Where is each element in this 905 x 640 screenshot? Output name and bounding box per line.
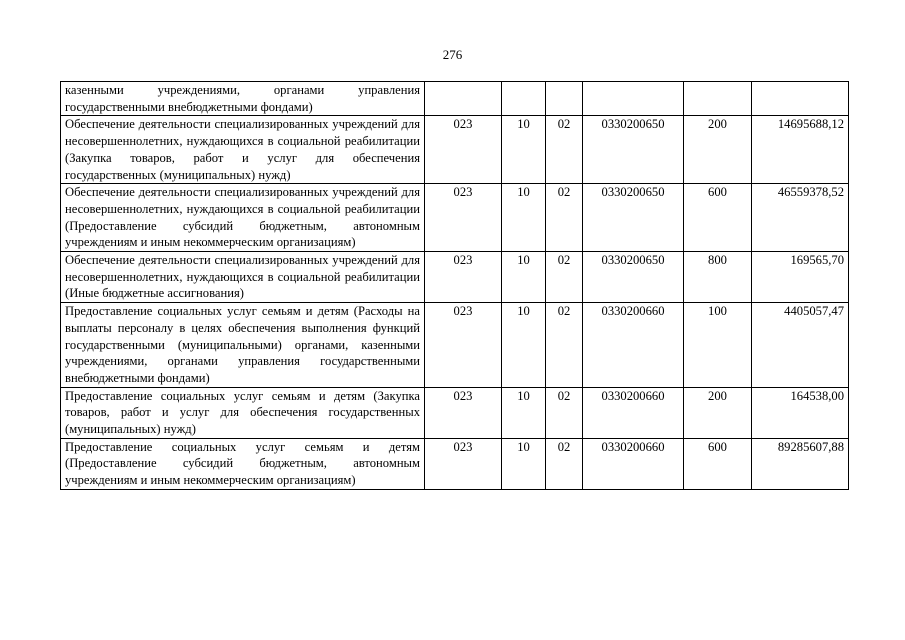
cell-amount: 164538,00 bbox=[752, 387, 849, 438]
cell-amount: 89285607,88 bbox=[752, 438, 849, 489]
cell-expense-type-code bbox=[684, 82, 752, 116]
table-row bbox=[61, 184, 849, 252]
cell-subsection-code: 02 bbox=[546, 438, 583, 489]
cell-ministry-code: 023 bbox=[425, 184, 502, 252]
cell-description: Предоставление социальных услуг семьям и детям (Расходы на выплаты персоналу в целях обеспечения выполнения функций государственными (муниципальными) органами, казенными учреждениями, органами управления государственными внебюджетными фондами) bbox=[61, 303, 425, 388]
table-row bbox=[61, 303, 849, 388]
cell-expense-type-code: 600 bbox=[684, 438, 752, 489]
cell-subsection-code: 02 bbox=[546, 252, 583, 303]
cell-section-code: 10 bbox=[502, 438, 546, 489]
cell-amount: 46559378,52 bbox=[752, 184, 849, 252]
cell-target-code: 0330200660 bbox=[583, 303, 684, 388]
cell-expense-type-code: 200 bbox=[684, 387, 752, 438]
cell-amount bbox=[752, 82, 849, 116]
cell-target-code bbox=[583, 82, 684, 116]
cell-expense-type-code: 100 bbox=[684, 303, 752, 388]
cell-section-code: 10 bbox=[502, 252, 546, 303]
page-number: 276 bbox=[442, 47, 463, 62]
cell-ministry-code: 023 bbox=[425, 303, 502, 388]
cell-description: Обеспечение деятельности специализированных учреждений для несовершеннолетних, нуждающихся в социальной реабилитации (Иные бюджетные ассигнования) bbox=[61, 252, 425, 303]
cell-target-code: 0330200650 bbox=[583, 184, 684, 252]
cell-section-code bbox=[502, 82, 546, 116]
cell-subsection-code: 02 bbox=[546, 387, 583, 438]
cell-description: казенными учреждениями, органами управления государственными внебюджетными фондами) bbox=[61, 82, 425, 116]
cell-section-code: 10 bbox=[502, 303, 546, 388]
cell-description: Предоставление социальных услуг семьям и детям (Предоставление субсидий бюджетным, автономным учреждениям и иным некоммерческим организациям) bbox=[61, 438, 425, 489]
cell-expense-type-code: 200 bbox=[684, 116, 752, 184]
cell-ministry-code: 023 bbox=[425, 252, 502, 303]
cell-description: Предоставление социальных услуг семьям и детям (Закупка товаров, работ и услуг для обеспечения государственных (муниципальных) нужд) bbox=[61, 387, 425, 438]
cell-expense-type-code: 800 bbox=[684, 252, 752, 303]
cell-ministry-code: 023 bbox=[425, 387, 502, 438]
cell-target-code: 0330200660 bbox=[583, 438, 684, 489]
cell-amount: 14695688,12 bbox=[752, 116, 849, 184]
cell-amount: 169565,70 bbox=[752, 252, 849, 303]
cell-subsection-code bbox=[546, 82, 583, 116]
cell-target-code: 0330200650 bbox=[583, 116, 684, 184]
cell-section-code: 10 bbox=[502, 116, 546, 184]
cell-section-code: 10 bbox=[502, 184, 546, 252]
cell-ministry-code bbox=[425, 82, 502, 116]
table-body bbox=[61, 82, 849, 490]
cell-description: Обеспечение деятельности специализированных учреждений для несовершеннолетних, нуждающихся в социальной реабилитации (Предоставление субсидий бюджетным, автономным учреждениям и иным некоммерческим организациям) bbox=[61, 184, 425, 252]
table-row bbox=[61, 116, 849, 184]
cell-ministry-code: 023 bbox=[425, 116, 502, 184]
cell-section-code: 10 bbox=[502, 387, 546, 438]
cell-expense-type-code: 600 bbox=[684, 184, 752, 252]
table-row bbox=[61, 82, 849, 116]
table-row bbox=[61, 438, 849, 489]
cell-ministry-code: 023 bbox=[425, 438, 502, 489]
cell-target-code: 0330200650 bbox=[583, 252, 684, 303]
cell-subsection-code: 02 bbox=[546, 184, 583, 252]
cell-target-code: 0330200660 bbox=[583, 387, 684, 438]
cell-description: Обеспечение деятельности специализированных учреждений для несовершеннолетних, нуждающихся в социальной реабилитации (Закупка товаров, работ и услуг для обеспечения государственных (муниципальных) нужд) bbox=[61, 116, 425, 184]
budget-table bbox=[60, 81, 849, 490]
cell-amount: 4405057,47 bbox=[752, 303, 849, 388]
cell-subsection-code: 02 bbox=[546, 303, 583, 388]
cell-subsection-code: 02 bbox=[546, 116, 583, 184]
table-row bbox=[61, 252, 849, 303]
table-row bbox=[61, 387, 849, 438]
